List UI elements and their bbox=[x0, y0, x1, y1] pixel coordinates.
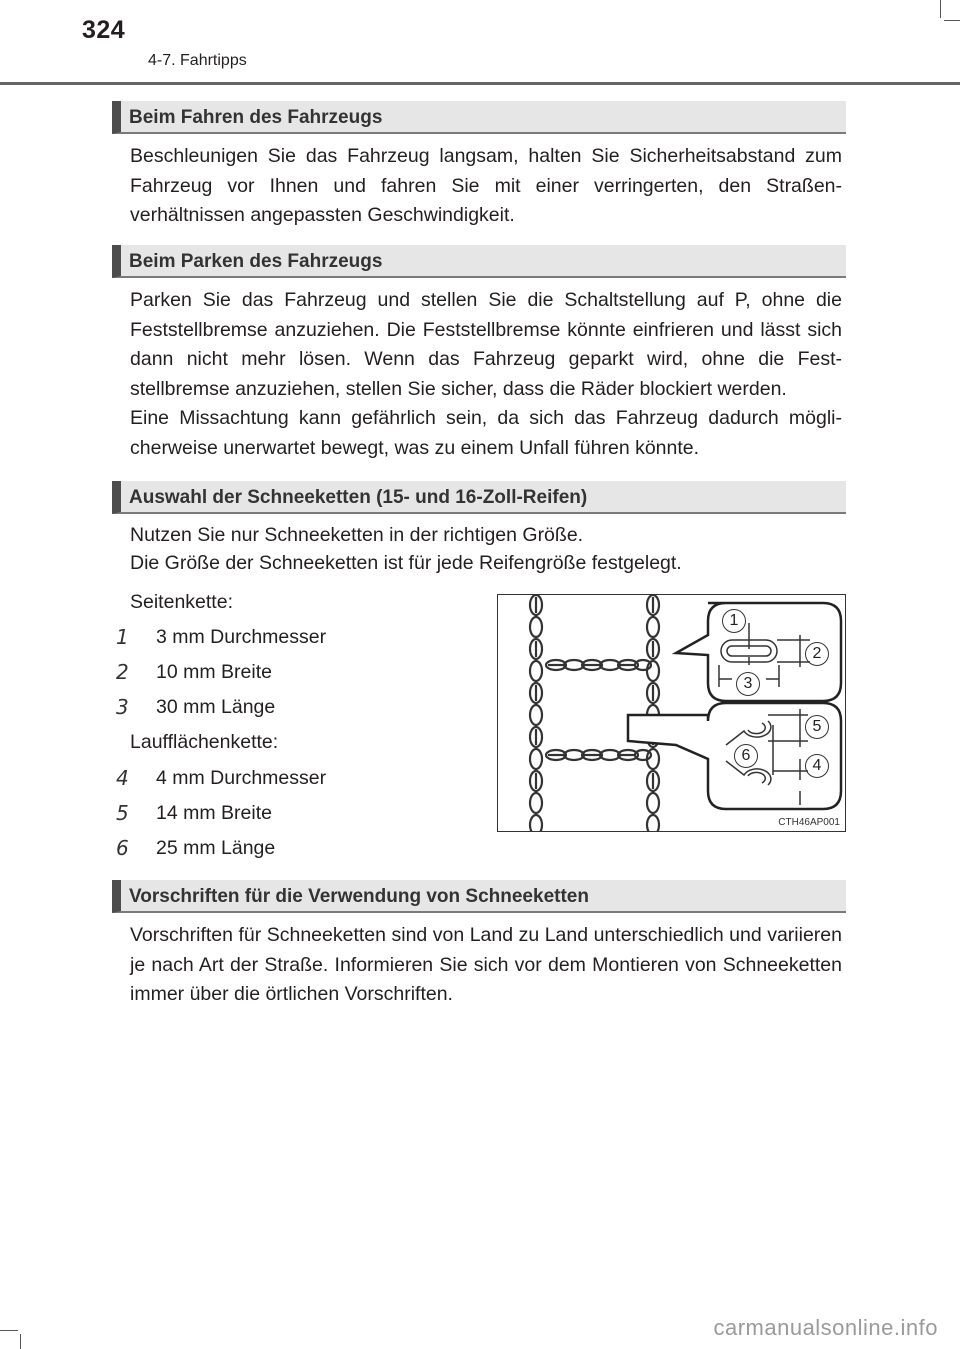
item-number: 1 bbox=[116, 625, 129, 649]
item-number: 6 bbox=[116, 836, 129, 860]
section-heading-driving bbox=[112, 101, 846, 134]
section-heading-text: Auswahl der Schneeketten (15- und 16-Zoll-Reifen) bbox=[129, 487, 588, 508]
snow-chain-figure bbox=[497, 594, 846, 832]
crop-mark bbox=[944, 20, 960, 21]
section-heading-text: Beim Fahren des Fahrzeugs bbox=[129, 107, 383, 128]
upper-cross-chain bbox=[546, 660, 651, 670]
callout-3: 3 bbox=[736, 672, 760, 696]
section-heading-regulations bbox=[112, 880, 846, 913]
paragraph: Vorschriften für Schneeketten sind von Land zu Land unterschiedlich und variieren je nach Art der Straße. Informieren Sie sich vor dem Montieren von Schneeketten immer über die örtlichen Vorschriften. bbox=[130, 924, 842, 1005]
item-text: 4 mm Durchmesser bbox=[156, 767, 327, 789]
section-heading-parking bbox=[112, 245, 846, 278]
item-text: 3 mm Durchmesser bbox=[156, 626, 327, 648]
callout-6: 6 bbox=[734, 744, 758, 768]
crop-mark bbox=[0, 1330, 18, 1331]
header-rule bbox=[0, 82, 960, 85]
callout-1: 1 bbox=[722, 609, 746, 633]
text-line: Die Größe der Schneeketten ist für jede Reifengröße festgelegt. bbox=[130, 552, 682, 574]
text-line: Nutzen Sie nur Schneeketten in der richtigen Größe. bbox=[130, 524, 584, 546]
section-heading-chain-selection bbox=[112, 481, 846, 514]
side-chain-label: Seitenkette: bbox=[130, 591, 233, 613]
item-number: 3 bbox=[116, 695, 129, 719]
item-text: 14 mm Breite bbox=[156, 802, 272, 824]
chapter-title: 4-7. Fahrtipps bbox=[148, 52, 247, 69]
item-number: 4 bbox=[116, 766, 129, 790]
item-text: 25 mm Länge bbox=[156, 837, 276, 859]
watermark[interactable]: carmanualsonline.info bbox=[713, 1315, 938, 1340]
callout-5: 5 bbox=[805, 715, 829, 739]
snow-chain-illustration bbox=[498, 595, 845, 831]
paragraph: Beschleunigen Sie das Fahrzeug langsam, halten Sie Sicherheitsabstand zum Fahrzeug vor Ihnen und fahren Sie mit einer verringerten, den Straßen-verhältnissen angepassten Geschwindigkeit. bbox=[130, 145, 842, 226]
callout-2: 2 bbox=[805, 642, 829, 666]
item-number: 2 bbox=[116, 660, 129, 684]
paragraph: Parken Sie das Fahrzeug und stellen Sie die Schaltstellung auf P, ohne die Feststellbremse anzuziehen. Die Feststellbremse könnte einfrieren und lässt sich dann nicht mehr lösen. Wenn das Fahrzeug geparkt wird, ohne die Fest-stellbremse anzuziehen, stellen Sie sicher, dass die Räder blockiert werden. bbox=[130, 289, 842, 400]
crop-mark bbox=[20, 1334, 21, 1349]
callout-4: 4 bbox=[805, 754, 829, 778]
left-side-chain bbox=[530, 595, 542, 831]
section-heading-text: Beim Parken des Fahrzeugs bbox=[129, 251, 383, 272]
item-text: 10 mm Breite bbox=[156, 661, 272, 683]
lower-cross-chain bbox=[546, 750, 651, 760]
item-number: 5 bbox=[116, 801, 129, 825]
figure-code: CTH46AP001 bbox=[778, 817, 840, 828]
tread-chain-label: Laufflächenkette: bbox=[130, 731, 279, 753]
right-side-chain bbox=[647, 595, 659, 831]
page-number: 324 bbox=[82, 16, 126, 44]
paragraph: Eine Missachtung kann gefährlich sein, da sich das Fahrzeug dadurch mögli-cherweise unerwartet bewegt, was zu einem Unfall führen könnte. bbox=[130, 407, 842, 459]
crop-mark bbox=[940, 0, 941, 18]
item-text: 30 mm Länge bbox=[156, 696, 276, 718]
section-heading-text: Vorschriften für die Verwendung von Schneeketten bbox=[129, 886, 589, 907]
